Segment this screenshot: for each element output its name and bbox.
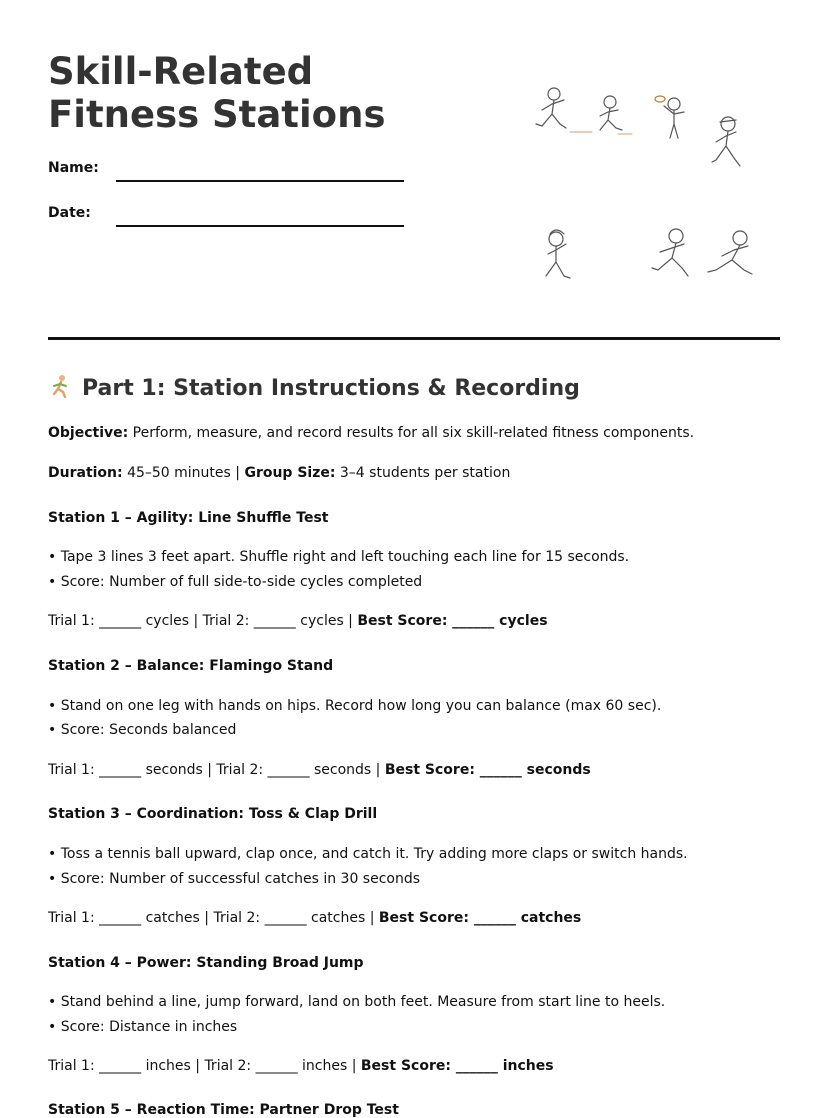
trial-recording: Trial 1: ______ inches | Trial 2: ______ inches | — [48, 1058, 361, 1074]
station-score-type: • Score: Seconds balanced — [48, 722, 237, 738]
station-score-type: • Score: Number of successful catches in 30 seconds — [48, 871, 421, 887]
trial-recording: Trial 1: ______ catches | Trial 2: ______ catches | — [48, 910, 379, 926]
station-instruction: • Stand behind a line, jump forward, land on both feet. Measure from start line to heels. — [48, 994, 666, 1010]
trial-recording: Trial 1: ______ seconds | Trial 2: ______ seconds | — [48, 762, 385, 778]
station-title: Station 2 – Balance: Flamingo Stand — [48, 658, 334, 674]
best-score: Best Score: ______ inches — [360, 1058, 554, 1074]
objective-text: Perform, measure, and record results for all six skill-related fitness components. — [128, 425, 695, 441]
objective-line — [48, 425, 694, 441]
station-instruction: • Toss a tennis ball upward, clap once, and catch it. Try adding more claps or switch hands. — [48, 846, 688, 862]
station-title: Station 3 – Coordination: Toss & Clap Drill — [48, 806, 378, 822]
ball-toss-kid-icon — [655, 96, 684, 138]
trial-recording: Trial 1: ______ cycles | Trial 2: ______ cycles | — [48, 613, 358, 629]
name-label: Name: — [48, 160, 99, 176]
page-title: Skill-Related Fitness Stations — [48, 50, 386, 136]
duration-label: Duration: — [48, 465, 123, 481]
station-trials — [48, 1058, 554, 1074]
station-instruction: • Tape 3 lines 3 feet apart. Shuffle right and left touching each line for 15 seconds. — [48, 549, 630, 565]
best-score: Best Score: ______ seconds — [384, 762, 591, 778]
duration-line — [48, 465, 510, 481]
part1-heading-text: Part 1: Station Instructions & Recording — [82, 376, 580, 401]
best-score: Best Score: ______ cycles — [357, 613, 548, 629]
running-kid-icon — [708, 231, 752, 274]
station-trials — [48, 910, 581, 926]
running-kid-icon — [652, 229, 688, 276]
station-instruction: • Stand on one leg with hands on hips. Record how long you can balance (max 60 sec). — [48, 698, 662, 714]
station-title: Station 4 – Power: Standing Broad Jump — [48, 955, 364, 971]
objective-label: Objective: — [48, 425, 129, 441]
runner-icon — [48, 374, 74, 404]
best-score: Best Score: ______ catches — [378, 910, 582, 926]
standing-kid-icon — [546, 230, 570, 278]
name-field[interactable] — [116, 180, 404, 182]
date-field[interactable] — [116, 225, 404, 227]
running-kid-icon — [536, 88, 566, 128]
station-trials — [48, 762, 591, 778]
part1-heading — [48, 374, 580, 404]
kids-exercising-illustration — [532, 84, 762, 289]
running-kid-icon — [600, 96, 622, 130]
station-trials — [48, 613, 548, 629]
duration-text: 45–50 minutes | — [122, 465, 245, 481]
section-divider — [48, 337, 780, 340]
group-size-label: Group Size: — [244, 465, 336, 481]
station-title: Station 5 – Reaction Time: Partner Drop Test — [48, 1102, 399, 1118]
jogging-kid-icon — [712, 117, 740, 166]
station-score-type: • Score: Number of full side-to-side cycles completed — [48, 574, 423, 590]
station-title: Station 1 – Agility: Line Shuffle Test — [48, 510, 329, 526]
station-score-type: • Score: Distance in inches — [48, 1019, 238, 1035]
group-size-text: 3–4 students per station — [335, 465, 511, 481]
date-label: Date: — [48, 205, 91, 221]
